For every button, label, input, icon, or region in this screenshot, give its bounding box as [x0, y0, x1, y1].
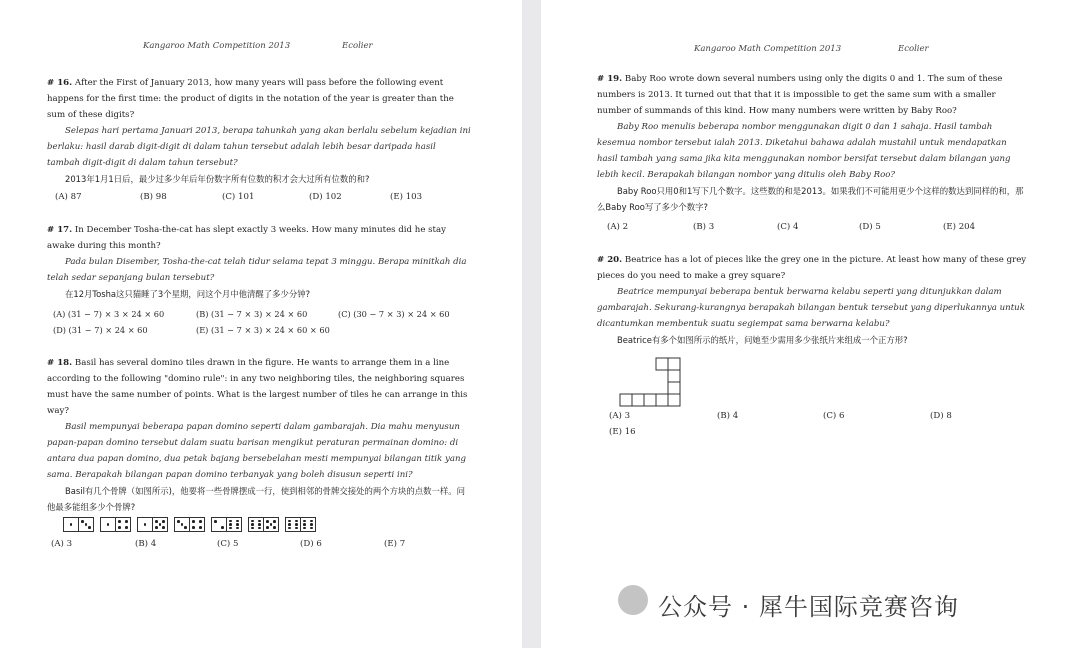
- domino-pip: [310, 520, 313, 523]
- problem-19-chinese: Baby Roo只用0和1写下几个数字。这些数的和是2013。如果我们不可能用更少个这样的数达到同样的和，那么Baby Roo写了多少个数字?: [597, 186, 1024, 212]
- domino-pip: [155, 526, 158, 529]
- option-d: (D) 102: [309, 192, 342, 202]
- option-e: (E) 16: [609, 427, 636, 437]
- problem-17-chinese: 在12月Tosha这只猫睡了3个星期，问这个月中他清醒了多少分钟?: [65, 289, 311, 299]
- problem-16: [47, 75, 471, 205]
- domino-pip: [221, 526, 224, 529]
- piece-cell: [668, 394, 680, 406]
- left-header-level: Ecolier: [342, 41, 373, 51]
- right-header-level: Ecolier: [898, 44, 929, 54]
- domino-pip: [118, 520, 121, 523]
- problem-17-malay: Pada bulan Disember, Tosha-the-cat telah tidur selama tepat 3 minggu. Berapa minitkah dia telah sedar sepanjang bulan tersebut?: [47, 257, 467, 283]
- piece-cell: [668, 358, 680, 370]
- domino-pip: [118, 526, 121, 529]
- domino-pip: [270, 523, 273, 526]
- domino-pip: [251, 527, 254, 530]
- option-a: (A) (31 − 7) × 3 × 24 × 60: [53, 309, 165, 319]
- right-header-title: Kangaroo Math Competition 2013: [694, 44, 842, 54]
- option-e: (E) (31 − 7 × 3) × 24 × 60 × 60: [196, 325, 330, 335]
- domino-pip: [288, 527, 291, 530]
- problem-16-options: [47, 189, 471, 205]
- problem-number: # 19.: [597, 74, 623, 84]
- domino-pip: [155, 520, 158, 523]
- domino-pip: [303, 523, 306, 526]
- domino-half: [212, 518, 226, 531]
- domino-pip: [303, 527, 306, 530]
- domino-tile: [248, 517, 279, 532]
- domino-pip: [229, 523, 232, 526]
- domino-pip: [236, 527, 239, 530]
- domino-pip: [288, 520, 291, 523]
- problem-20-chinese: Beatrice有多个如图所示的纸片，问她至少需用多少张纸片来组成一个正方形?: [617, 335, 908, 345]
- domino-half: [249, 518, 263, 531]
- problem-19: [597, 71, 1027, 235]
- option-c: (C) 6: [823, 411, 845, 421]
- domino-pip: [229, 527, 232, 530]
- domino-tile: [211, 517, 242, 532]
- domino-pip: [258, 520, 261, 523]
- domino-half: [189, 518, 204, 531]
- domino-pip: [310, 527, 313, 530]
- option-b: (B) 4: [717, 411, 739, 421]
- option-c: (C) (30 − 7 × 3) × 24 × 60: [338, 309, 450, 319]
- left-header-title: Kangaroo Math Competition 2013: [143, 41, 291, 51]
- domino-pip: [236, 520, 239, 523]
- problem-18-chinese: Basil有几个骨牌（如图所示)，他要将一些骨牌摆成一行，使到相邻的骨牌交接处的两个方块的点数一样。问他最多能组多少个骨牌?: [47, 486, 466, 512]
- problem-number: # 20.: [597, 255, 623, 265]
- domino-pip: [199, 520, 202, 523]
- domino-half: [300, 518, 315, 531]
- domino-tile: [174, 517, 205, 532]
- option-c: (C) 101: [222, 192, 255, 202]
- domino-half: [286, 518, 300, 531]
- domino-pip: [107, 523, 110, 526]
- problem-16-english: # 16. After the First of January 2013, how many years will pass before the following event happens for the first time: the product of digits in the notation of the year is greater than the sum of these digits?: [47, 78, 454, 120]
- piece-cell: [668, 370, 680, 382]
- piece-cell: [668, 382, 680, 394]
- problem-number: # 16.: [47, 78, 73, 88]
- domino-pip: [192, 526, 195, 529]
- domino-pip: [295, 520, 298, 523]
- option-c: (C) 4: [777, 222, 799, 232]
- domino-half: [101, 518, 115, 531]
- domino-half: [226, 518, 241, 531]
- domino-tile: [285, 517, 316, 532]
- domino-half: [152, 518, 167, 531]
- domino-pip: [236, 523, 239, 526]
- domino-pip: [303, 520, 306, 523]
- domino-pip: [162, 526, 165, 529]
- domino-pip: [192, 520, 195, 523]
- piece-cell: [620, 394, 632, 406]
- domino-pip: [258, 527, 261, 530]
- problem-19-options: [597, 219, 1027, 235]
- problem-18: [47, 355, 471, 552]
- piece-cell: [656, 394, 668, 406]
- option-b: (B) 98: [140, 192, 167, 202]
- domino-pip: [288, 523, 291, 526]
- problem-20: [597, 252, 1027, 440]
- right-page: [541, 0, 1080, 648]
- domino-pip: [273, 526, 276, 529]
- problem-17-english: # 17. In December Tosha-the-cat has slept exactly 3 weeks. How many minutes did he stay awake during this month?: [47, 225, 446, 251]
- option-e: (E) 103: [390, 192, 423, 202]
- option-d: (D) 8: [930, 411, 952, 421]
- wechat-logo-icon: [618, 585, 648, 615]
- domino-tile: [63, 517, 94, 532]
- problem-18-english: # 18. Basil has several domino tiles drawn in the figure. He wants to arrange them in a line according to the following "domino rule": in any two neighboring tiles, the neighboring squares must have the same number of points. What is the largest number of tiles he can arrange in this way?: [47, 358, 468, 416]
- domino-half: [78, 518, 93, 531]
- problem-19-malay: Baby Roo menulis beberapa nombor menggunakan digit 0 dan 1 sahaja. Hasil tambah kesemua nombor tersebut ialah 2013. Diketahui bahawa adalah mustahil untuk mendapatkan hasil tambah yang sama jika kita menggunakan nombor bersifat tersebut dalam bilangan yang lebih kecil. Berapakah bilangan nombor yang ditulis oleh Baby Roo?: [597, 122, 1011, 180]
- domino-pip: [88, 526, 91, 529]
- domino-pip: [184, 526, 187, 529]
- domino-pip: [125, 520, 128, 523]
- domino-pip: [144, 523, 147, 526]
- domino-pip: [251, 523, 254, 526]
- problem-20-options-row2: [597, 424, 1027, 440]
- piece-cell: [656, 358, 668, 370]
- domino-half: [138, 518, 152, 531]
- option-a: (A) 3: [609, 411, 631, 421]
- problem-16-malay: Selepas hari pertama Januari 2013, berapa tahunkah yang akan berlalu sebelum kejadian ini berlaku: hasil darab digit-digit di dalam tahun tersebut adalah lebih besar daripada hasil tambah digit-digit di dalam tahun tersebut?: [47, 126, 471, 168]
- domino-pip: [81, 520, 84, 523]
- domino-pip: [125, 526, 128, 529]
- domino-pip: [310, 523, 313, 526]
- option-e: (E) 7: [384, 539, 406, 549]
- domino-pip: [85, 523, 88, 526]
- domino-tiles-figure: [63, 516, 471, 533]
- domino-pip: [229, 520, 232, 523]
- problem-19-english: # 19. Baby Roo wrote down several numbers using only the digits 0 and 1. The sum of these numbers is 2013. It turned out that that it is impossible to get the same sum with a smaller number of summands of this kind. How many numbers were written by Baby Roo?: [597, 74, 1003, 116]
- problem-17-options-row1: [47, 306, 471, 322]
- domino-pip: [177, 520, 180, 523]
- option-c: (C) 5: [217, 539, 239, 549]
- option-d: (D) (31 − 7) × 24 × 60: [53, 325, 148, 335]
- problem-16-chinese: 2013年1月1日后，最少过多少年后年份数字所有位数的积才会大过所有位数的和?: [65, 174, 370, 184]
- option-b: (B) 4: [135, 539, 157, 549]
- domino-pip: [70, 523, 73, 526]
- domino-pip: [295, 523, 298, 526]
- option-e: (E) 204: [943, 222, 976, 232]
- domino-pip: [273, 520, 276, 523]
- option-a: (A) 87: [55, 192, 82, 202]
- problem-20-malay: Beatrice mempunyai beberapa bentuk berwarna kelabu seperti yang ditunjukkan dalam gambarajah. Sekurang-kurangnya berapakah bilangan bentuk tersebut yang diperlukannya untuk dicantumkan membentuk suatu segiempat sama berwarna kelabu?: [597, 287, 1025, 329]
- option-a: (A) 3: [51, 539, 73, 549]
- domino-tile: [100, 517, 131, 532]
- problem-18-options: [47, 536, 471, 552]
- option-d: (D) 6: [300, 539, 322, 549]
- domino-pip: [258, 523, 261, 526]
- domino-pip: [251, 520, 254, 523]
- piece-cell: [632, 394, 644, 406]
- option-b: (B) 3: [693, 222, 715, 232]
- domino-pip: [295, 527, 298, 530]
- problem-17: [47, 222, 471, 338]
- option-d: (D) 5: [859, 222, 881, 232]
- domino-pip: [266, 520, 269, 523]
- domino-pip: [162, 520, 165, 523]
- problem-20-english: # 20. Beatrice has a lot of pieces like the grey one in the picture. At least how many of these grey pieces do you need to make a grey square?: [597, 255, 1027, 281]
- problem-20-options-row1: [597, 408, 1027, 424]
- domino-tile: [137, 517, 168, 532]
- domino-pip: [199, 526, 202, 529]
- domino-pip: [181, 523, 184, 526]
- domino-pip: [159, 523, 162, 526]
- domino-pip: [266, 526, 269, 529]
- watermark-text: 公众号 · 犀牛国际竞赛咨询: [658, 593, 959, 621]
- problem-17-options-row2: [47, 322, 471, 338]
- option-b: (B) (31 − 7 × 3) × 24 × 60: [196, 309, 308, 319]
- piece-cell: [644, 394, 656, 406]
- problem-18-malay: Basil mempunyai beberapa papan domino seperti dalam gambarajah. Dia mahu menyusun papan-papan domino tersebut dalam suatu barisan mengikut peraturan permainan domino: di antara dua papan domino, dua petak bajang bersebelahan mesti mempunyai bilangan titik yang sama. Berapakah bilangan papan domino terbanyak yang boleh disusun seperti ini?: [47, 422, 466, 480]
- grey-piece-figure: [619, 350, 739, 408]
- domino-half: [175, 518, 189, 531]
- domino-half: [263, 518, 278, 531]
- domino-half: [115, 518, 130, 531]
- domino-pip: [214, 520, 217, 523]
- option-a: (A) 2: [607, 222, 629, 232]
- problem-number: # 18.: [47, 358, 73, 368]
- domino-half: [64, 518, 78, 531]
- left-page: [0, 0, 522, 648]
- problem-number: # 17.: [47, 225, 73, 235]
